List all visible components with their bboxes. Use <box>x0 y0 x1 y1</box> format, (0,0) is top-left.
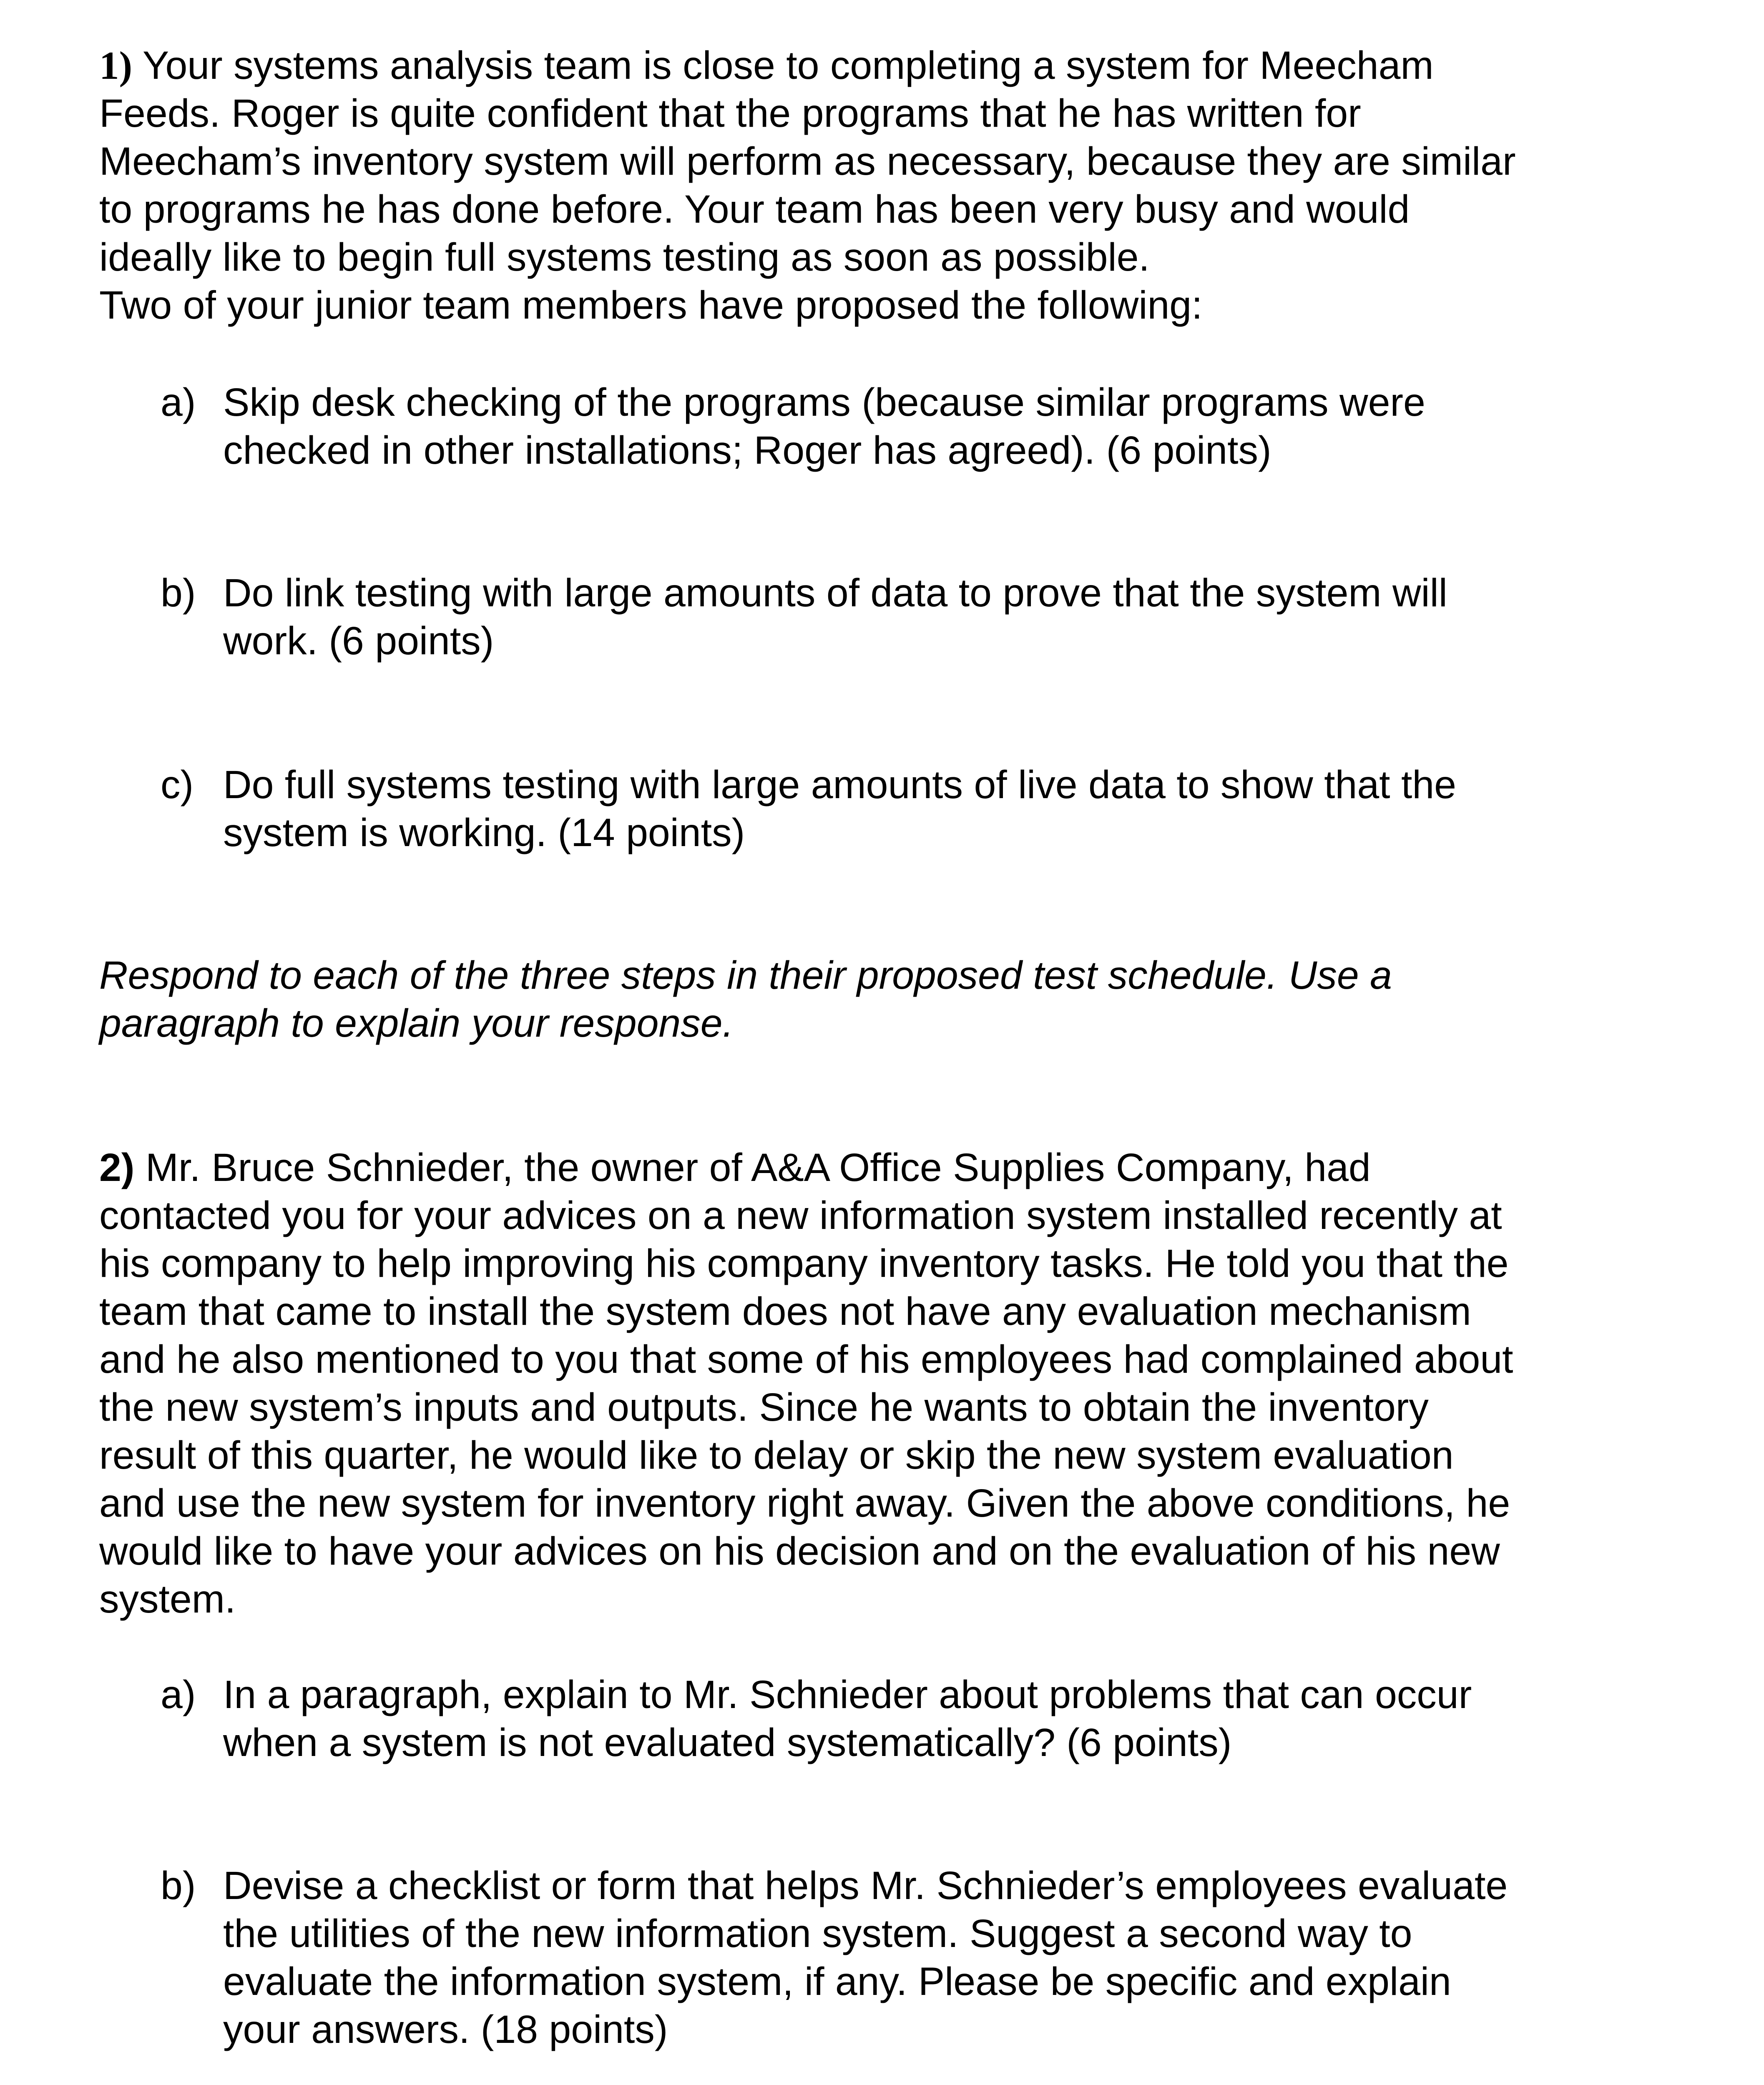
q1-intro-line: to programs he has done before. Your team has been very busy and would <box>99 187 1410 231</box>
q1-instruction: Respond to each of the three steps in their proposed test schedule. Use a paragraph to explain your response. <box>99 953 1392 1045</box>
q2-intro-line: would like to have your advices on his decision and on the evaluation of his new <box>99 1529 1500 1573</box>
q1-number: 1) <box>99 43 133 88</box>
q1-intro-line: Feeds. Roger is quite confident that the programs that he has written for <box>99 91 1361 136</box>
q2-intro-line: team that came to install the system does not have any evaluation mechanism <box>99 1289 1471 1334</box>
q1-item-a-marker: a) <box>161 380 196 425</box>
q1-item-a-text: Skip desk checking of the programs (because similar programs were checked in other installations; Roger has agreed). (6 points) <box>223 380 1425 472</box>
q2-item-a-text: In a paragraph, explain to Mr. Schnieder about problems that can occur when a system is not evaluated systematically? (6 points) <box>223 1673 1472 1765</box>
q1-intro <box>99 42 1617 329</box>
q2-item-b-marker: b) <box>161 1864 196 1908</box>
q2-item-b-text: Devise a checklist or form that helps Mr. Schnieder’s employees evaluate the utilities of the new information system. Suggest a second way to evaluate the information system, if any. Please be specific and explain your answers. (18 points) <box>223 1864 1508 2052</box>
q1-item-b-marker: b) <box>161 571 196 615</box>
q2-intro-line: 2) Mr. Bruce Schnieder, the owner of A&A Office Supplies Company, had <box>99 1145 1371 1190</box>
q1-item-c-marker: c) <box>161 763 194 807</box>
q2-intro-line: and use the new system for inventory right away. Given the above conditions, he <box>99 1481 1510 1525</box>
q2-item-a-marker: a) <box>161 1673 196 1717</box>
q1-intro-line: 1) Your systems analysis team is close to completing a system for Meecham <box>99 43 1434 88</box>
q2-intro <box>99 1144 1617 1623</box>
q2-intro-line: result of this quarter, he would like to delay or skip the new system evaluation <box>99 1433 1454 1477</box>
q1-intro-line: Meecham’s inventory system will perform as necessary, because they are similar <box>99 139 1516 183</box>
q2-intro-line: the new system’s inputs and outputs. Since he wants to obtain the inventory <box>99 1385 1429 1429</box>
q1-lead: Two of your junior team members have proposed the following: <box>99 283 1203 327</box>
q1-item-b-text: Do link testing with large amounts of data to prove that the system will work. (6 points) <box>223 571 1447 663</box>
q2-intro-line: contacted you for your advices on a new information system installed recently at <box>99 1193 1502 1238</box>
q2-intro-line: and he also mentioned to you that some of his employees had complained about <box>99 1337 1513 1382</box>
q1-item-c-text: Do full systems testing with large amounts of live data to show that the system is working. (14 points) <box>223 763 1457 855</box>
q1-intro-line: ideally like to begin full systems testing as soon as possible. <box>99 235 1150 279</box>
q2-number: 2) <box>99 1145 135 1190</box>
q2-intro-line: system. <box>99 1577 236 1621</box>
q2-intro-line: his company to help improving his company inventory tasks. He told you that the <box>99 1241 1509 1286</box>
